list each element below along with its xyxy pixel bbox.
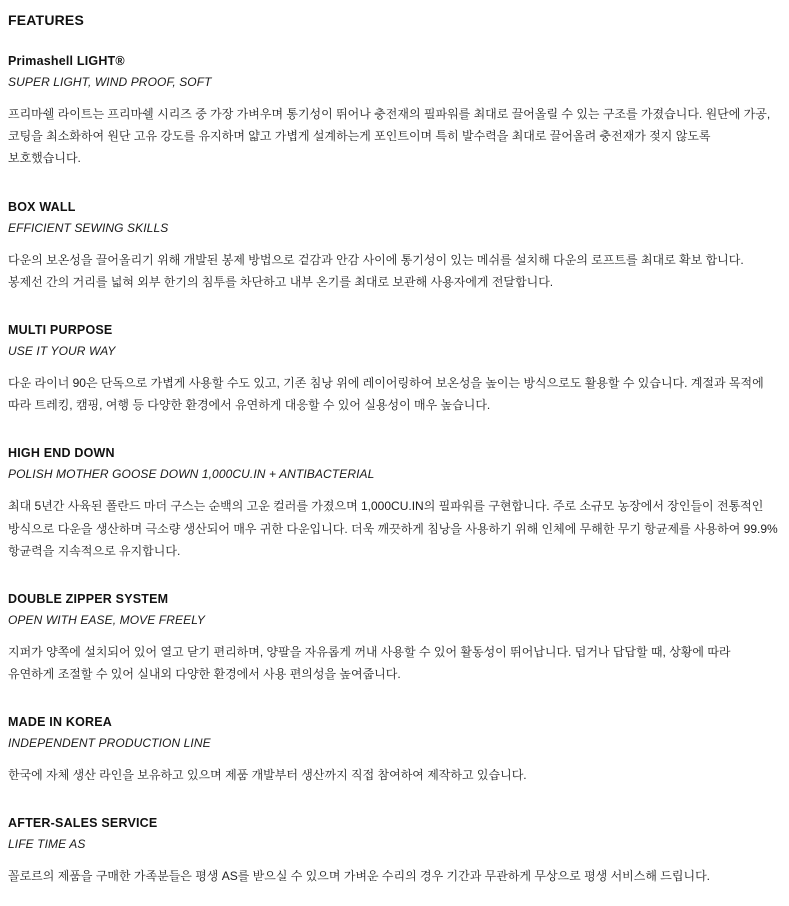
- section-subtitle: INDEPENDENT PRODUCTION LINE: [8, 736, 211, 751]
- section-title: MADE IN KOREA: [8, 715, 112, 730]
- section-body: 최대 5년간 사육된 폴란드 마더 구스는 순백의 고운 컬러를 가졌으며 1,000CU.IN의 필파워를 구현합니다. 주로 소규모 농장에서 장인들이 전통적인 방식으로 다운을 생산하며 극소량 생산되어 매우 귀한 다운입니다. 더욱 깨끗하게 침낭을 사용하기 위해 인체에 무해한 무기 항균제를 사용하여 99.9% 항균력을 지속적으로 유지합니다.: [8, 499, 778, 558]
- section-body: 다운의 보온성을 끌어올리기 위해 개발된 봉제 방법으로 겉감과 안감 사이에 통기성이 있는 메쉬를 설치해 다운의 로프트를 최대로 확보 합니다. 봉제선 간의 거리를 넓혀 외부 한기의 침투를 차단하고 내부 온기를 최대로 보관해 사용자에게 전달합니다.: [8, 252, 744, 289]
- page-title: FEATURES: [8, 12, 85, 28]
- section-subtitle: USE IT YOUR WAY: [8, 343, 116, 358]
- feature-section-made-in-korea: [8, 715, 781, 786]
- section-title: BOX WALL: [8, 199, 76, 214]
- section-subtitle: SUPER LIGHT, WIND PROOF, SOFT: [8, 75, 212, 89]
- section-subtitle: EFFICIENT SEWING SKILLS: [8, 220, 169, 235]
- feature-section-box-wall: [8, 200, 781, 293]
- feature-section-after-sales-service: [8, 816, 781, 887]
- section-title: MULTI PURPOSE: [8, 322, 113, 337]
- section-subtitle: POLISH MOTHER GOOSE DOWN 1,000CU.IN + ANTIBACTERIAL: [8, 467, 375, 482]
- section-title: HIGH END DOWN: [8, 446, 115, 461]
- feature-section-multi-purpose: [8, 323, 781, 416]
- section-title: Primashell LIGHT®: [8, 54, 125, 68]
- section-body: 프리마쉘 라이트는 프리마쉘 시리즈 중 가장 가벼우며 통기성이 뛰어나 충전재의 필파워를 최대로 끌어올릴 수 있는 구조를 가졌습니다. 원단에 가공, 코팅을 최소화하여 원단 고유 강도를 유지하며 얇고 가볍게 설계하는게 포인트이며 특히 발수력을 최대로 끌어올려 충전재가 젖지 않도록 보호했습니다.: [8, 107, 771, 166]
- section-subtitle: LIFE TIME AS: [8, 837, 86, 852]
- section-body: 다운 라이너 90은 단독으로 가볍게 사용할 수도 있고, 기존 침낭 위에 레이어링하여 보온성을 높이는 방식으로도 활용할 수 있습니다. 계절과 목적에 따라 트레킹, 캠핑, 여행 등 다양한 환경에서 유연하게 대응할 수 있어 실용성이 매우 높습니다.: [8, 375, 764, 413]
- section-body: 꼴로르의 제품을 구매한 가족분들은 평생 AS를 받으실 수 있으며 가벼운 수리의 경우 기간과 무관하게 무상으로 평생 서비스해 드립니다.: [8, 869, 710, 884]
- feature-section-high-end-down: [8, 446, 781, 562]
- section-body: 한국에 자체 생산 라인을 보유하고 있으며 제품 개발부터 생산까지 직접 참여하여 제작하고 있습니다.: [8, 768, 527, 783]
- feature-section-double-zipper-system: [8, 592, 781, 685]
- section-body: 지퍼가 양쪽에 설치되어 있어 열고 닫기 편리하며, 양팔을 자유롭게 꺼내 사용할 수 있어 활동성이 뛰어납니다. 덥거나 답답할 때, 상황에 따라 유연하게 조절할 수 있어 실내외 다양한 환경에서 사용 편의성을 높여줍니다.: [8, 644, 731, 682]
- section-title: AFTER-SALES SERVICE: [8, 816, 158, 831]
- section-title: DOUBLE ZIPPER SYSTEM: [8, 591, 169, 606]
- feature-section-primashell-light: [8, 54, 781, 170]
- section-subtitle: OPEN WITH EASE, MOVE FREELY: [8, 612, 205, 627]
